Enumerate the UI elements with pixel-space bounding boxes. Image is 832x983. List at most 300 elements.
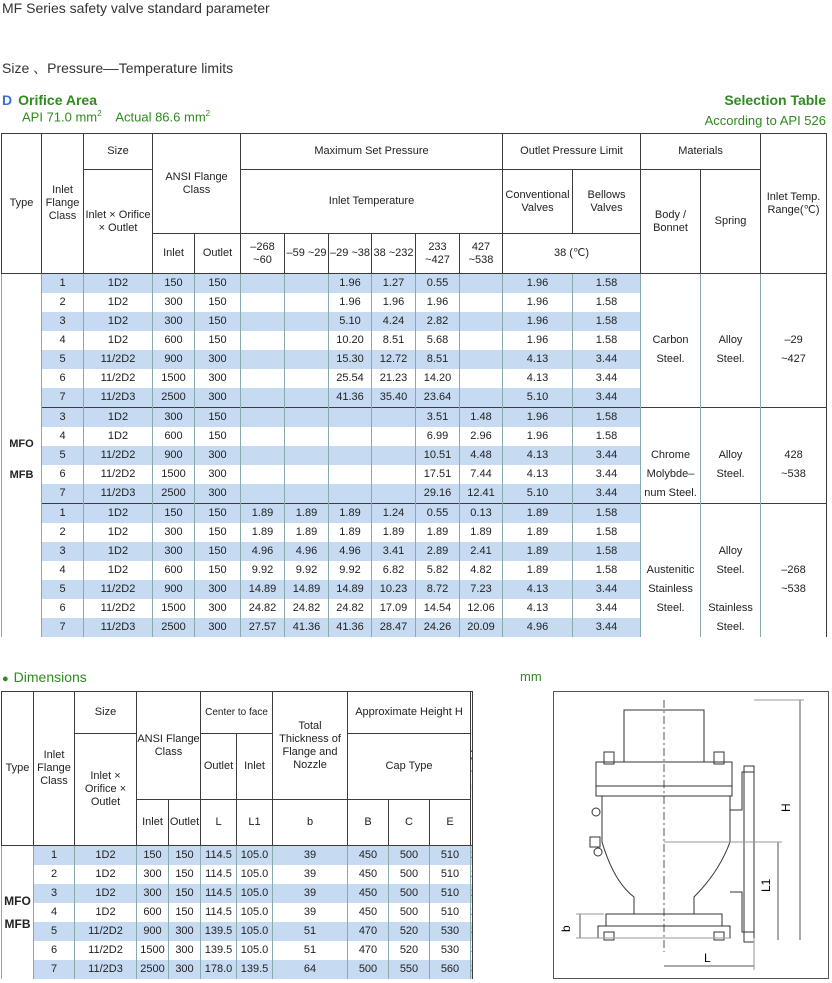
cell-inlet: 600 (137, 903, 169, 922)
cell-flange-class: 7 (42, 618, 84, 637)
cell-L1: 105.0 (237, 865, 273, 884)
cell-spring (701, 484, 761, 504)
cell-pressure: 24.82 (329, 599, 372, 618)
cell-pressure: 12.72 (372, 350, 416, 369)
cell-pressure (460, 312, 503, 331)
cell-pressure: 17.51 (416, 465, 460, 484)
cell-pressure (285, 388, 329, 408)
cell-pressure: 25.54 (329, 369, 372, 388)
page-subtitle: Size 、Pressure––Temperature limits (2, 60, 234, 76)
cell-L1: 105.0 (237, 884, 273, 903)
cell-flange-class: 4 (42, 427, 84, 446)
dth-b: b (273, 800, 348, 846)
cell-inlet: 300 (153, 293, 195, 312)
table-row (2, 312, 827, 331)
cell-spring (701, 580, 761, 599)
cell-pressure (285, 274, 329, 294)
cell-inlet: 600 (153, 427, 195, 446)
cell-pressure (241, 388, 285, 408)
cell-C: 550 (389, 960, 430, 979)
cell-pressure: 1.27 (372, 274, 416, 294)
cell-L: 114.5 (201, 884, 237, 903)
table-row (2, 523, 827, 542)
selection-table-title: Selection Table (724, 92, 826, 108)
cell-bellows: 1.58 (573, 408, 641, 428)
cell-pressure: 3.41 (372, 542, 416, 561)
cell-pressure: 1.48 (460, 408, 503, 428)
cell-conventional: 1.96 (503, 408, 573, 428)
cell-pressure: 10.51 (416, 446, 460, 465)
cell-bellows: 3.44 (573, 350, 641, 369)
cell-pressure: 29.16 (416, 484, 460, 504)
cell-E: 510 (430, 865, 471, 884)
table-row (2, 580, 827, 599)
cell-pressure: 14.54 (416, 599, 460, 618)
th-temp-6: 427 ~538 (460, 234, 503, 274)
th-inlet-temperature: Inlet Temperature (241, 170, 503, 234)
cell-spring: Steel. (701, 561, 761, 580)
cell-E: 530 (430, 922, 471, 941)
api-area-sup: 2 (97, 109, 102, 118)
cell-pressure: 10.20 (329, 331, 372, 350)
cell-pressure: 5.68 (416, 331, 460, 350)
cell-outlet: 150 (169, 846, 201, 866)
table-row (2, 274, 827, 294)
cell-conventional: 1.96 (503, 331, 573, 350)
th-temp-1: –268 ~60 (241, 234, 285, 274)
table-row (2, 446, 827, 465)
cell-size: 11/2D3 (75, 960, 137, 979)
cell-pressure (285, 484, 329, 504)
cell-flange-class: 1 (34, 846, 75, 866)
dth-size: Size (75, 692, 137, 734)
cell-pressure: 12.06 (460, 599, 503, 618)
cell-spring: Steel. (701, 465, 761, 484)
th-outlet: Outlet (195, 234, 241, 274)
cell-outlet: 300 (195, 465, 241, 484)
cell-pressure (460, 331, 503, 350)
cell-pressure: 23.64 (416, 388, 460, 408)
cell-pressure (285, 350, 329, 369)
cell-outlet: 300 (169, 960, 201, 979)
cell-bellows: 3.44 (573, 369, 641, 388)
cell-pressure: 1.24 (372, 504, 416, 524)
cell-pressure: 1.89 (460, 523, 503, 542)
cell-pressure (285, 331, 329, 350)
cell-inlet: 300 (153, 542, 195, 561)
cell-flange-class: 3 (42, 312, 84, 331)
cell-flange-class: 3 (42, 408, 84, 428)
dth-L: L (201, 800, 237, 846)
cell-pressure: 28.47 (372, 618, 416, 637)
th-temp-3: –29 ~38 (329, 234, 372, 274)
cell-body-bonnet: Chrome (641, 446, 701, 465)
cell-outlet: 150 (195, 504, 241, 524)
cell-pressure: 15.30 (329, 350, 372, 369)
dth-ctf-inlet: Inlet (237, 734, 273, 800)
dimensions-unit: mm (520, 669, 542, 684)
cell-temp-range: 428 (761, 446, 827, 465)
cell-pressure: 9.92 (241, 561, 285, 580)
cell-pressure: 4.82 (460, 561, 503, 580)
cell-C: 500 (389, 903, 430, 922)
cell-inlet: 300 (137, 865, 169, 884)
cell-flange-class: 6 (42, 369, 84, 388)
dth-ctf-outlet: Outlet (201, 734, 237, 800)
cell-inlet: 150 (137, 846, 169, 866)
th-outlet-pressure-limit: Outlet Pressure Limit (503, 134, 641, 170)
cell-inlet: 2500 (153, 618, 195, 637)
th-inlet-flange-class: Inlet Flange Class (42, 134, 84, 274)
cell-bellows: 1.58 (573, 274, 641, 294)
cell-b: 64 (273, 960, 348, 979)
dim-label-H: H (779, 803, 793, 812)
cell-pressure: 24.26 (416, 618, 460, 637)
cell-flange-class: 4 (34, 903, 75, 922)
cell-flange-class: 4 (42, 331, 84, 350)
cell-pressure: 7.23 (460, 580, 503, 599)
cell-pressure: 8.51 (416, 350, 460, 369)
cell-flange-class: 7 (42, 388, 84, 408)
cell-size: 1D2 (75, 865, 137, 884)
cell-L: 178.0 (201, 960, 237, 979)
cell-pressure (372, 427, 416, 446)
cell-inlet: 2500 (153, 484, 195, 504)
cell-inlet: 300 (153, 523, 195, 542)
selection-table (1, 133, 827, 637)
type-cell (2, 274, 42, 638)
dth-C: C (389, 800, 430, 846)
cell-pressure (285, 293, 329, 312)
cell-conventional: 4.13 (503, 369, 573, 388)
cell-C: 500 (389, 884, 430, 903)
cell-pressure (460, 293, 503, 312)
cell-weight (471, 903, 473, 922)
cell-conventional: 1.89 (503, 542, 573, 561)
cell-body-bonnet (641, 388, 701, 408)
cell-pressure: 1.96 (416, 293, 460, 312)
cell-C: 500 (389, 865, 430, 884)
cell-size: 1D2 (84, 408, 153, 428)
cell-pressure: 41.36 (329, 618, 372, 637)
cell-conventional: 5.10 (503, 484, 573, 504)
cell-L1: 139.5 (237, 960, 273, 979)
cell-body-bonnet (641, 618, 701, 637)
cell-outlet: 300 (195, 599, 241, 618)
cell-inlet: 1500 (137, 941, 169, 960)
cell-L: 114.5 (201, 903, 237, 922)
dimensions-title: Dimensions (13, 669, 87, 685)
cell-size: 1D2 (84, 523, 153, 542)
cell-pressure (241, 293, 285, 312)
orifice-area-values (22, 109, 210, 124)
cell-outlet: 150 (195, 331, 241, 350)
cell-spring (701, 523, 761, 542)
cell-temp-range (761, 408, 827, 428)
th-type: Type (2, 134, 42, 274)
cell-pressure (241, 408, 285, 428)
cell-pressure: 1.89 (241, 504, 285, 524)
dimensions-table (1, 691, 473, 979)
cell-pressure: 1.96 (329, 293, 372, 312)
cell-temp-range (761, 293, 827, 312)
cell-pressure: 14.89 (329, 580, 372, 599)
cell-outlet: 300 (195, 446, 241, 465)
th-inlet: Inlet (153, 234, 195, 274)
cell-b: 39 (273, 884, 348, 903)
cell-body-bonnet (641, 542, 701, 561)
cell-size: 1D2 (84, 561, 153, 580)
cell-pressure: 1.89 (285, 523, 329, 542)
table-row (2, 331, 827, 350)
th-spring: Spring (701, 170, 761, 274)
table-row (2, 561, 827, 580)
cell-pressure: 5.10 (329, 312, 372, 331)
cell-body-bonnet: Steel. (641, 599, 701, 618)
table-row (2, 884, 473, 903)
dth-E: E (430, 800, 471, 846)
cell-inlet: 300 (153, 312, 195, 331)
cell-weight (471, 884, 473, 903)
table-row (2, 427, 827, 446)
cell-conventional: 1.89 (503, 561, 573, 580)
cell-inlet: 1500 (153, 465, 195, 484)
cell-pressure: 8.72 (416, 580, 460, 599)
cell-flange-class: 7 (42, 484, 84, 504)
dim-label-L1: L1 (759, 878, 773, 892)
cell-inlet: 900 (137, 922, 169, 941)
cell-pressure: 17.09 (372, 599, 416, 618)
cell-flange-class: 5 (34, 922, 75, 941)
cell-L: 139.5 (201, 922, 237, 941)
cell-flange-class: 6 (42, 599, 84, 618)
cell-bellows: 3.44 (573, 618, 641, 637)
cell-E: 560 (430, 960, 471, 979)
cell-flange-class: 2 (42, 523, 84, 542)
cell-B: 450 (348, 903, 389, 922)
cell-B: 470 (348, 941, 389, 960)
cell-bellows: 1.58 (573, 312, 641, 331)
cell-E: 530 (430, 941, 471, 960)
cell-pressure (241, 484, 285, 504)
cell-B: 450 (348, 884, 389, 903)
cell-L1: 105.0 (237, 941, 273, 960)
table-row (2, 388, 827, 408)
cell-pressure: 14.89 (241, 580, 285, 599)
cell-pressure: 1.89 (241, 523, 285, 542)
cell-size: 1D2 (84, 293, 153, 312)
cell-size: 11/2D3 (84, 484, 153, 504)
cell-conventional: 5.10 (503, 388, 573, 408)
cell-flange-class: 2 (34, 865, 75, 884)
cell-body-bonnet (641, 408, 701, 428)
cell-outlet: 300 (169, 922, 201, 941)
table-row (2, 350, 827, 369)
cell-pressure (460, 388, 503, 408)
cell-L: 114.5 (201, 846, 237, 866)
cell-conventional: 4.13 (503, 350, 573, 369)
th-inlet-temp-range: Inlet Temp. Range(℃) (761, 134, 827, 274)
cell-pressure: 2.96 (460, 427, 503, 446)
cell-inlet: 600 (153, 331, 195, 350)
cell-pressure: 0.55 (416, 274, 460, 294)
dth-size-sub: Inlet × Orifice × Outlet (75, 734, 137, 846)
cell-pressure: 1.89 (329, 504, 372, 524)
actual-area-sup: 2 (205, 109, 211, 118)
cell-inlet: 900 (153, 350, 195, 369)
cell-outlet: 150 (195, 542, 241, 561)
cell-temp-range (761, 312, 827, 331)
cell-flange-class: 3 (34, 884, 75, 903)
cell-outlet: 150 (169, 903, 201, 922)
table-row (2, 941, 473, 960)
cell-body-bonnet (641, 274, 701, 294)
cell-pressure (285, 465, 329, 484)
cell-temp-range (761, 504, 827, 524)
cell-body-bonnet (641, 504, 701, 524)
cell-spring (701, 408, 761, 428)
table-row (2, 960, 473, 979)
api-area: API 71.0 mm (22, 109, 98, 125)
cell-pressure (241, 465, 285, 484)
cell-size: 1D2 (84, 427, 153, 446)
cell-flange-class: 5 (42, 580, 84, 599)
cell-pressure: 7.44 (460, 465, 503, 484)
dth-type: Type (2, 692, 34, 846)
table-row (2, 599, 827, 618)
table-row (2, 846, 473, 866)
cell-weight (471, 846, 473, 866)
cell-size: 1D2 (75, 884, 137, 903)
th-ansi: ANSI Flange Class (153, 134, 241, 234)
cell-bellows: 1.58 (573, 504, 641, 524)
table-row (2, 408, 827, 428)
dth-inlet: Inlet (137, 800, 169, 846)
cell-pressure (372, 408, 416, 428)
cell-bellows: 3.44 (573, 484, 641, 504)
cell-weight (471, 941, 473, 960)
cell-L1: 105.0 (237, 903, 273, 922)
cell-size: 11/2D2 (84, 580, 153, 599)
dim-type-cell (2, 846, 34, 980)
cell-size: 11/2D2 (84, 446, 153, 465)
cell-pressure (460, 350, 503, 369)
selection-table-body (2, 274, 827, 638)
cell-pressure (285, 446, 329, 465)
cell-outlet: 300 (195, 369, 241, 388)
cell-inlet: 300 (153, 408, 195, 428)
cell-bellows: 1.58 (573, 331, 641, 350)
table-row (2, 618, 827, 637)
cell-body-bonnet: Steel. (641, 350, 701, 369)
cell-pressure: 2.89 (416, 542, 460, 561)
cell-body-bonnet: num Steel. (641, 484, 701, 504)
cell-size: 11/2D2 (84, 369, 153, 388)
cell-temp-range (761, 274, 827, 294)
cell-pressure (241, 274, 285, 294)
cell-pressure (285, 369, 329, 388)
cell-pressure: 1.89 (372, 523, 416, 542)
cell-flange-class: 5 (42, 446, 84, 465)
cell-outlet: 300 (195, 350, 241, 369)
cell-pressure: 4.96 (329, 542, 372, 561)
cell-pressure (329, 427, 372, 446)
cell-spring: Alloy (701, 542, 761, 561)
cell-spring (701, 504, 761, 524)
cell-pressure: 8.51 (372, 331, 416, 350)
cell-pressure: 14.89 (285, 580, 329, 599)
cell-pressure (285, 427, 329, 446)
cell-spring: Alloy (701, 331, 761, 350)
cell-B: 500 (348, 960, 389, 979)
cell-body-bonnet (641, 293, 701, 312)
table-row (2, 484, 827, 504)
cell-pressure: 14.20 (416, 369, 460, 388)
cell-L: 139.5 (201, 941, 237, 960)
cell-body-bonnet: Stainless (641, 580, 701, 599)
th-size: Size (84, 134, 153, 170)
cell-size: 1D2 (84, 504, 153, 524)
cell-pressure (372, 465, 416, 484)
cell-conventional: 4.13 (503, 446, 573, 465)
cell-pressure (241, 369, 285, 388)
th-bellows: Bellows Valves (573, 170, 641, 234)
cell-spring: Stainless (701, 599, 761, 618)
cell-conventional: 1.89 (503, 523, 573, 542)
cell-pressure: 1.96 (372, 293, 416, 312)
cell-pressure (329, 446, 372, 465)
cell-pressure: 1.89 (416, 523, 460, 542)
cell-outlet: 300 (169, 941, 201, 960)
cell-flange-class: 1 (42, 504, 84, 524)
cell-pressure (241, 446, 285, 465)
cell-conventional: 1.96 (503, 312, 573, 331)
cell-pressure (241, 331, 285, 350)
cell-pressure (285, 312, 329, 331)
cell-spring: Alloy (701, 446, 761, 465)
cell-bellows: 1.58 (573, 427, 641, 446)
cell-pressure: 10.23 (372, 580, 416, 599)
cell-bellows: 1.58 (573, 561, 641, 580)
cell-flange-class: 6 (34, 941, 75, 960)
th-materials: Materials (641, 134, 761, 170)
cell-size: 11/2D2 (84, 599, 153, 618)
cell-outlet: 300 (195, 484, 241, 504)
orifice-heading (2, 92, 97, 108)
cell-outlet: 150 (195, 427, 241, 446)
cell-pressure: 4.24 (372, 312, 416, 331)
cell-b: 39 (273, 903, 348, 922)
cell-temp-range (761, 618, 827, 637)
cell-pressure: 0.55 (416, 504, 460, 524)
cell-size: 11/2D2 (84, 465, 153, 484)
cell-pressure (372, 484, 416, 504)
cell-pressure: 0.13 (460, 504, 503, 524)
cell-temp-range (761, 599, 827, 618)
cell-pressure: 6.82 (372, 561, 416, 580)
cell-pressure: 2.41 (460, 542, 503, 561)
cell-flange-class: 2 (42, 293, 84, 312)
type-mfb: MFB (9, 468, 34, 481)
cell-b: 51 (273, 922, 348, 941)
dth-L1: L1 (237, 800, 273, 846)
cell-outlet: 300 (195, 388, 241, 408)
cell-conventional: 1.96 (503, 427, 573, 446)
table-row (2, 369, 827, 388)
cell-temp-range (761, 523, 827, 542)
cell-conventional: 1.96 (503, 293, 573, 312)
cell-temp-range: ~427 (761, 350, 827, 369)
